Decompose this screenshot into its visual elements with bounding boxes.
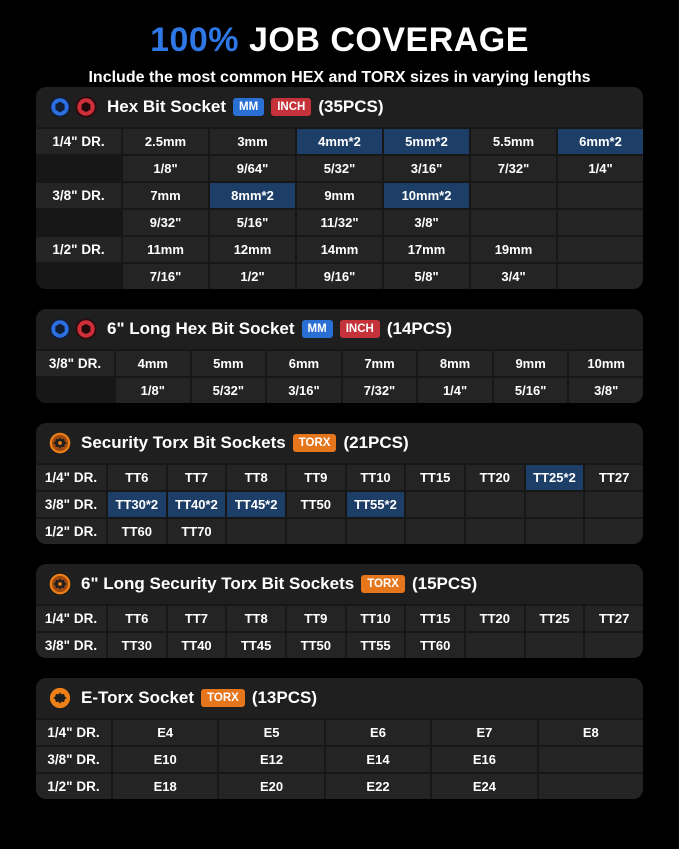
size-cell: TT7 (168, 606, 226, 631)
badge-mm: MM (233, 98, 264, 116)
size-cell: 19mm (471, 237, 556, 262)
drive-size-label: 1/2" DR. (36, 519, 106, 544)
size-cell: 3/16" (267, 378, 341, 403)
panel-title: 6" Long Hex Bit Socket (107, 319, 295, 338)
size-table (36, 604, 643, 658)
size-cell: 14mm (297, 237, 382, 262)
size-cell: 3/4" (471, 264, 556, 289)
size-cell: 3/8" (384, 210, 469, 235)
e-torx-icon (49, 687, 71, 709)
panel-long-hex-bit-socket (36, 309, 643, 403)
size-cell: 10mm (569, 351, 643, 376)
size-cell: 7/32" (471, 156, 556, 181)
size-cell: 5/16" (494, 378, 568, 403)
empty-cell (539, 747, 643, 772)
empty-cell (471, 210, 556, 235)
panel-icons (49, 573, 71, 595)
size-cell: TT10 (347, 606, 405, 631)
size-cell: E10 (113, 747, 217, 772)
page-header (0, 0, 679, 87)
drive-size-label: 1/4" DR. (36, 720, 111, 745)
size-cell: 5/32" (192, 378, 266, 403)
size-cell: 7mm (123, 183, 208, 208)
size-cell: TT15 (406, 465, 464, 490)
size-cell: TT7 (168, 465, 226, 490)
size-cell: 3mm (210, 129, 295, 154)
badge-torx: TORX (293, 434, 337, 452)
panel-icons (49, 96, 97, 118)
size-cell: TT27 (585, 465, 643, 490)
size-cell: 3/16" (384, 156, 469, 181)
hex-socket-blue-icon (49, 96, 71, 118)
panel-title-bar (36, 309, 643, 349)
size-cell: E20 (219, 774, 323, 799)
empty-cell (466, 492, 524, 517)
drive-size-label: 1/2" DR. (36, 774, 111, 799)
empty-cell (466, 519, 524, 544)
empty-cell (558, 264, 643, 289)
drive-size-label: 1/4" DR. (36, 465, 106, 490)
empty-cell (526, 633, 584, 658)
size-cell: E24 (432, 774, 536, 799)
size-cell: TT45*2 (227, 492, 285, 517)
size-cell: 9/64" (210, 156, 295, 181)
hex-socket-red-icon (75, 96, 97, 118)
size-cell: 1/2" (210, 264, 295, 289)
size-cell: TT8 (227, 606, 285, 631)
drive-size-label: 3/8" DR. (36, 633, 106, 658)
size-cell: E18 (113, 774, 217, 799)
size-cell: TT25*2 (526, 465, 584, 490)
panel-title-bar (36, 423, 643, 463)
badge-torx: TORX (201, 689, 245, 707)
empty-cell (406, 519, 464, 544)
panel-security-torx (36, 423, 643, 544)
size-cell: TT9 (287, 606, 345, 631)
size-cell: E14 (326, 747, 430, 772)
panel-icons (49, 687, 71, 709)
badge-inch: INCH (271, 98, 311, 116)
size-cell: TT27 (585, 606, 643, 631)
size-table (36, 463, 643, 544)
empty-cell (526, 519, 584, 544)
empty-cell (558, 237, 643, 262)
size-cell: 5mm (192, 351, 266, 376)
size-cell: TT60 (406, 633, 464, 658)
panel-count: (14PCS) (386, 319, 453, 338)
page-title-rest: JOB COVERAGE (239, 21, 529, 59)
badge-inch: INCH (340, 320, 380, 338)
size-cell: 1/8" (116, 378, 190, 403)
size-cell: 6mm (267, 351, 341, 376)
panel-hex-bit-socket (36, 87, 643, 289)
size-cell: TT40*2 (168, 492, 226, 517)
empty-cell (558, 183, 643, 208)
panel-title-bar (36, 678, 643, 718)
empty-cell (347, 519, 405, 544)
size-cell: 10mm*2 (384, 183, 469, 208)
panel-title-bar (36, 87, 643, 127)
size-cell: TT6 (108, 606, 166, 631)
size-cell: TT8 (227, 465, 285, 490)
size-cell: TT55*2 (347, 492, 405, 517)
drive-size-label: 3/8" DR. (36, 351, 114, 376)
empty-cell (539, 774, 643, 799)
size-cell: 7/32" (343, 378, 417, 403)
panel-count: (21PCS) (343, 433, 409, 452)
panel-title-bar (36, 564, 643, 604)
size-cell: 4mm*2 (297, 129, 382, 154)
badge-mm: MM (302, 320, 333, 338)
hex-socket-red-icon (75, 318, 97, 340)
hex-socket-blue-icon (49, 318, 71, 340)
size-cell: E5 (219, 720, 323, 745)
security-torx-icon (49, 432, 71, 454)
size-cell: E22 (326, 774, 430, 799)
page-title (0, 21, 679, 60)
drive-size-label: 3/8" DR. (36, 747, 111, 772)
page-title-accent: 100% (150, 21, 240, 59)
size-cell: 5/16" (210, 210, 295, 235)
size-table (36, 127, 643, 289)
panel-long-security-torx (36, 564, 643, 658)
badge-torx: TORX (361, 575, 405, 593)
size-cell: 5mm*2 (384, 129, 469, 154)
size-cell: 1/4" (418, 378, 492, 403)
drive-size-label: 1/4" DR. (36, 606, 106, 631)
size-cell: 17mm (384, 237, 469, 262)
size-cell: TT15 (406, 606, 464, 631)
empty-cell (558, 210, 643, 235)
size-cell: 5/32" (297, 156, 382, 181)
empty-cell (585, 492, 643, 517)
panel-icons (49, 318, 97, 340)
size-cell: E4 (113, 720, 217, 745)
size-table (36, 718, 643, 799)
empty-cell (466, 633, 524, 658)
size-cell: 9mm (494, 351, 568, 376)
size-cell: 9/32" (123, 210, 208, 235)
size-cell: 12mm (210, 237, 295, 262)
drive-size-label: 1/4" DR. (36, 129, 121, 154)
size-cell: 5/8" (384, 264, 469, 289)
size-cell: 9/16" (297, 264, 382, 289)
drive-size-label: 3/8" DR. (36, 183, 121, 208)
size-cell: 6mm*2 (558, 129, 643, 154)
size-cell: TT20 (466, 465, 524, 490)
panel-count: (15PCS) (411, 574, 478, 593)
size-cell: 9mm (297, 183, 382, 208)
size-cell: 8mm*2 (210, 183, 295, 208)
size-cell: TT55 (347, 633, 405, 658)
size-cell: 4mm (116, 351, 190, 376)
size-cell: E16 (432, 747, 536, 772)
empty-cell (526, 492, 584, 517)
size-cell: E6 (326, 720, 430, 745)
size-cell: 3/8" (569, 378, 643, 403)
size-cell: E7 (432, 720, 536, 745)
size-cell: TT30*2 (108, 492, 166, 517)
panel-title: Security Torx Bit Sockets (81, 433, 286, 452)
size-cell: TT20 (466, 606, 524, 631)
size-cell: 11mm (123, 237, 208, 262)
size-cell: 7/16" (123, 264, 208, 289)
size-cell: TT60 (108, 519, 166, 544)
size-cell: 8mm (418, 351, 492, 376)
size-cell: TT45 (227, 633, 285, 658)
size-cell: 5.5mm (471, 129, 556, 154)
size-cell: 2.5mm (123, 129, 208, 154)
size-cell: 1/4" (558, 156, 643, 181)
panel-title: 6" Long Security Torx Bit Sockets (81, 574, 355, 593)
empty-cell (406, 492, 464, 517)
size-cell: TT25 (526, 606, 584, 631)
size-cell: 1/8" (123, 156, 208, 181)
security-torx-icon (49, 573, 71, 595)
panel-e-torx (36, 678, 643, 799)
panel-title: Hex Bit Socket (107, 97, 227, 116)
size-table (36, 349, 643, 403)
empty-cell (471, 183, 556, 208)
size-cell: TT70 (168, 519, 226, 544)
size-cell: TT50 (287, 492, 345, 517)
size-cell: TT50 (287, 633, 345, 658)
page-subtitle: Include the most common HEX and TORX sizes in varying lengths (88, 69, 591, 86)
drive-size-label: 1/2" DR. (36, 237, 121, 262)
size-cell: TT40 (168, 633, 226, 658)
size-cell: 11/32" (297, 210, 382, 235)
size-cell: TT6 (108, 465, 166, 490)
size-cell: TT9 (287, 465, 345, 490)
size-cell: TT30 (108, 633, 166, 658)
drive-size-label: 3/8" DR. (36, 492, 106, 517)
empty-cell (585, 633, 643, 658)
size-cell: E8 (539, 720, 643, 745)
panel-count: (35PCS) (318, 97, 384, 116)
panel-icons (49, 432, 71, 454)
panel-title: E-Torx Socket (81, 688, 195, 707)
size-cell: TT10 (347, 465, 405, 490)
empty-cell (287, 519, 345, 544)
empty-cell (585, 519, 643, 544)
size-cell: E12 (219, 747, 323, 772)
size-cell: 7mm (343, 351, 417, 376)
panel-count: (13PCS) (251, 688, 317, 707)
empty-cell (227, 519, 285, 544)
